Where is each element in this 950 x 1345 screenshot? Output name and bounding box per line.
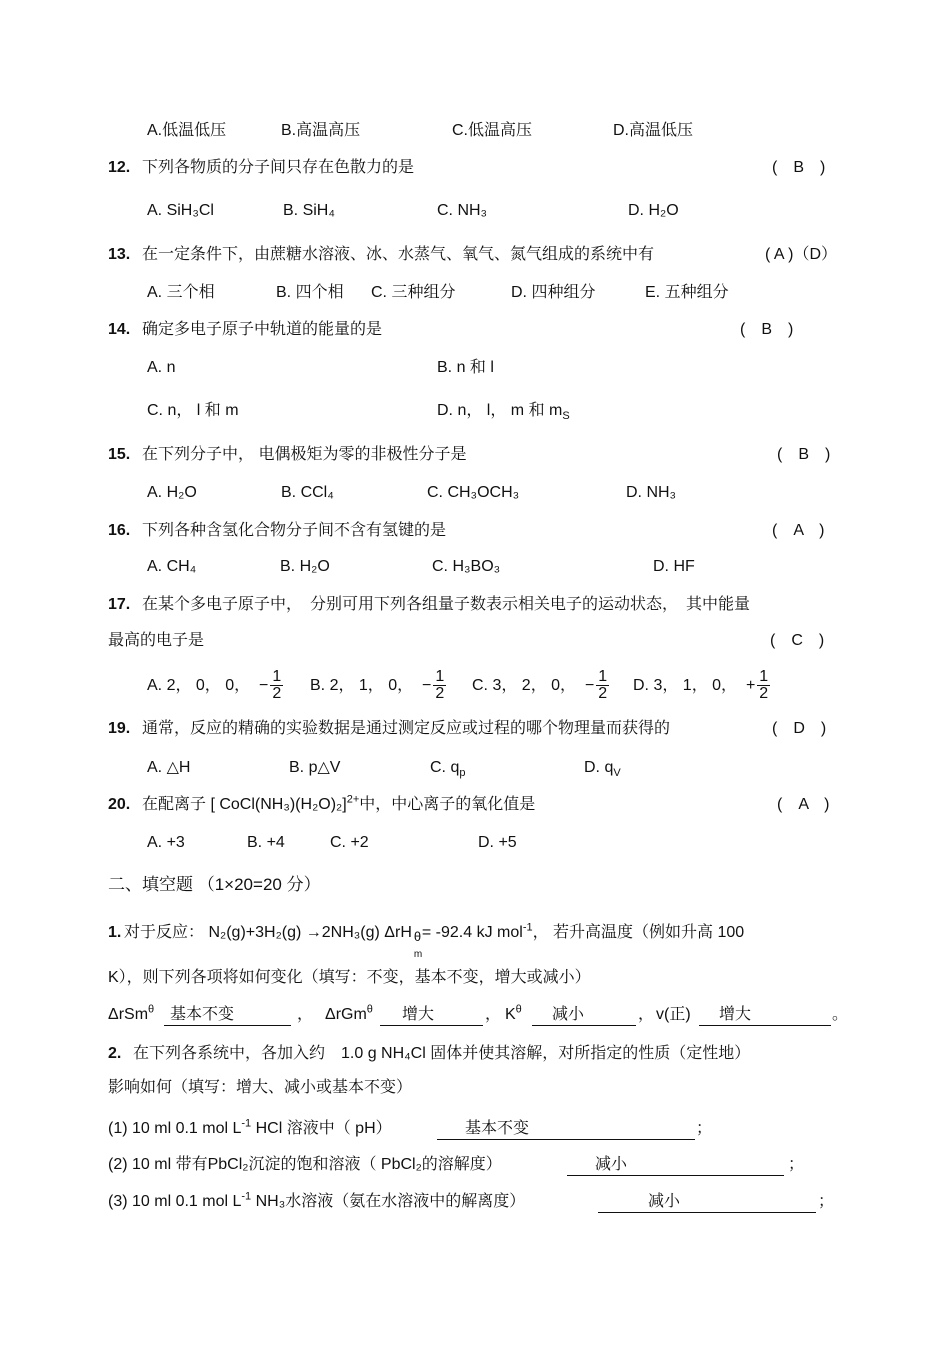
f1-k-answer[interactable]: 减小 xyxy=(532,1005,636,1026)
q17-number: 17. xyxy=(108,596,131,613)
q13-option-e: E. 五种组分 xyxy=(645,284,729,301)
fraction-one-half: $\frac{1}{2}$ xyxy=(435,668,445,703)
fraction-one-half: $\frac{1}{2}$ xyxy=(272,668,282,703)
q15-option-d: D. NH₃ xyxy=(626,484,677,501)
q16-option-d: D. HF xyxy=(653,558,695,575)
f1-entropy-label: ΔrSm$^\theta$ xyxy=(108,1003,155,1023)
f1-rate-answer[interactable]: 增大 xyxy=(699,1005,831,1026)
q14-option-a: A. n xyxy=(147,359,176,376)
q11-option-b: B.高温高压 xyxy=(281,122,361,139)
q17-stem-line2: 最高的电子是 xyxy=(108,632,205,649)
q16-option-b: B. H₂O xyxy=(280,558,330,575)
q20-option-c: C. +2 xyxy=(330,834,369,851)
q16-answer: ( A ) xyxy=(772,522,825,539)
q20-number: 20. xyxy=(108,796,131,813)
q12-stem: 下列各物质的分子间只存在色散力的是 xyxy=(142,159,415,176)
q14-option-d: D. n， l， m 和 $m_S$ xyxy=(437,402,570,423)
f1-stem: 对于反应： N₂(g)+3H₂(g) →2NH₃(g) ΔrH θ m = -92.4 kJ mol$^{-1}$， 若升高温度（例如升高 100 xyxy=(124,921,745,960)
q15-number: 15. xyxy=(108,446,131,463)
q19-option-b: B. p△V xyxy=(289,759,341,776)
comma: ， xyxy=(638,1006,655,1023)
f1-k-label: $K^\theta$ xyxy=(505,1003,522,1023)
section-title-fill-in: 二、填空题 （1×20=20 分） xyxy=(108,875,321,894)
q11-option-a: A.低温低压 xyxy=(147,122,227,139)
f2-item-3: (3) 10 ml 0.1 mol $L^{-1}$ NH₃水溶液（氨在水溶液中的解离度） xyxy=(108,1190,526,1210)
q14-stem: 确定多电子原子中轨道的能量的是 xyxy=(142,321,383,338)
q17-answer: ( C ) xyxy=(770,632,825,649)
semicolon: ； xyxy=(818,1193,835,1210)
f2-item-1-answer[interactable]: 基本不变 xyxy=(437,1119,695,1140)
f2-item-3-answer[interactable]: 减小 xyxy=(598,1192,816,1213)
q17-option-c: C. 3， 2， 0， − $\frac{1}{2}$ xyxy=(472,668,608,703)
q13-answer: ( A )（D） xyxy=(765,246,838,263)
f1-rate-label: v(正) xyxy=(656,1006,691,1023)
q15-answer: ( B ) xyxy=(777,446,831,463)
comma: ， xyxy=(297,1006,314,1023)
q15-option-c: C. CH₃OCH₃ xyxy=(427,484,520,501)
q14-number: 14. xyxy=(108,321,131,338)
q11-option-c: C.低温高压 xyxy=(452,122,533,139)
q12-option-a: A. SiH₃Cl xyxy=(147,202,214,219)
f2-item-1: (1) 10 ml 0.1 mol $L^{-1}$ HCl 溶液中（ pH） xyxy=(108,1117,392,1137)
q20-answer: ( A ) xyxy=(777,796,830,813)
q14-option-b: B. n 和 l xyxy=(437,359,494,376)
q19-stem: 通常，反应的精确的实验数据是通过测定反应或过程的哪个物理量而获得的 xyxy=(142,720,671,737)
q13-option-d: D. 四种组分 xyxy=(511,284,596,301)
q17-option-a: A. 2， 0， 0， − $\frac{1}{2}$ xyxy=(147,668,282,703)
q13-option-a: A. 三个相 xyxy=(147,284,215,301)
q20-option-d: D. +5 xyxy=(478,834,517,851)
q19-option-c: C. $q_p$ xyxy=(430,759,466,780)
q15-stem: 在下列分子中， 电偶极矩为零的非极性分子是 xyxy=(142,446,467,463)
q19-option-d: D. $q_V$ xyxy=(584,759,621,780)
q12-option-d: D. H₂O xyxy=(628,202,679,219)
q19-option-a: A. △H xyxy=(147,759,191,776)
f2-item-2-answer[interactable]: 减小 xyxy=(567,1155,784,1176)
q12-option-b: B. SiH₄ xyxy=(283,202,335,219)
f2-stem-line2: 影响如何（填写：增大、减小或基本不变） xyxy=(108,1079,413,1096)
q16-stem: 下列各种含氢化合物分子间不含有氢键的是 xyxy=(142,522,447,539)
q15-option-a: A. H₂O xyxy=(147,484,197,501)
q14-option-c: C. n， l 和 m xyxy=(147,402,239,419)
comma: ， xyxy=(485,1006,502,1023)
q11-option-d: D.高温低压 xyxy=(613,122,694,139)
fraction-one-half: $\frac{1}{2}$ xyxy=(759,668,769,703)
q13-option-b: B. 四个相 xyxy=(276,284,344,301)
f1-gibbs-label: ΔrGm$^\theta$ xyxy=(325,1003,373,1023)
f1-line2: K），则下列各项将如何变化（填写：不变，基本不变，增大或减小） xyxy=(108,969,591,986)
q16-option-a: A. CH₄ xyxy=(147,558,197,575)
q15-option-b: B. CCl₄ xyxy=(281,484,334,501)
q20-stem: 在配离子 [ CoCl(NH₃)(H₂O)₂]$^{2+}$中，中心离子的氧化值是 xyxy=(142,793,536,813)
f1-entropy-answer[interactable]: 基本不变 xyxy=(164,1005,291,1026)
q19-number: 19. xyxy=(108,720,131,737)
q14-answer: ( B ) xyxy=(740,321,794,338)
q13-stem: 在一定条件下，由蔗糖水溶液、冰、水蒸气、氧气、氮气组成的系统中有 xyxy=(142,246,655,263)
q13-option-c: C. 三种组分 xyxy=(371,284,456,301)
q19-answer: ( D ) xyxy=(772,720,827,737)
q17-option-b: B. 2， 1， 0， − $\frac{1}{2}$ xyxy=(310,668,445,703)
q17-option-d: D. 3， 1， 0， + $\frac{1}{2}$ xyxy=(633,668,769,703)
semicolon: ； xyxy=(696,1120,713,1137)
q12-option-c: C. NH₃ xyxy=(437,202,488,219)
fraction-one-half: $\frac{1}{2}$ xyxy=(598,668,608,703)
f1-gibbs-answer[interactable]: 增大 xyxy=(380,1005,483,1026)
f2-stem: 在下列各系统中，各加入约 1.0 g NH₄Cl 固体并使其溶解，对所指定的性质（定性地） xyxy=(133,1045,751,1062)
f2-item-2: (2) 10 ml 带有PbCl₂沉淀的饱和溶液（ PbCl₂的溶解度） xyxy=(108,1156,502,1173)
period: 。 xyxy=(832,1006,849,1023)
q20-option-b: B. +4 xyxy=(247,834,285,851)
f2-number: 2. xyxy=(108,1045,122,1062)
q16-option-c: C. H₃BO₃ xyxy=(432,558,501,575)
semicolon: ； xyxy=(788,1156,805,1173)
q12-number: 12. xyxy=(108,159,131,176)
q16-number: 16. xyxy=(108,522,131,539)
f1-number: 1. xyxy=(108,924,122,941)
q13-number: 13. xyxy=(108,246,131,263)
q17-stem: 在某个多电子原子中， 分别可用下列各组量子数表示相关电子的运动状态， 其中能量 xyxy=(142,596,751,613)
q12-answer: ( B ) xyxy=(772,159,826,176)
q20-option-a: A. +3 xyxy=(147,834,185,851)
